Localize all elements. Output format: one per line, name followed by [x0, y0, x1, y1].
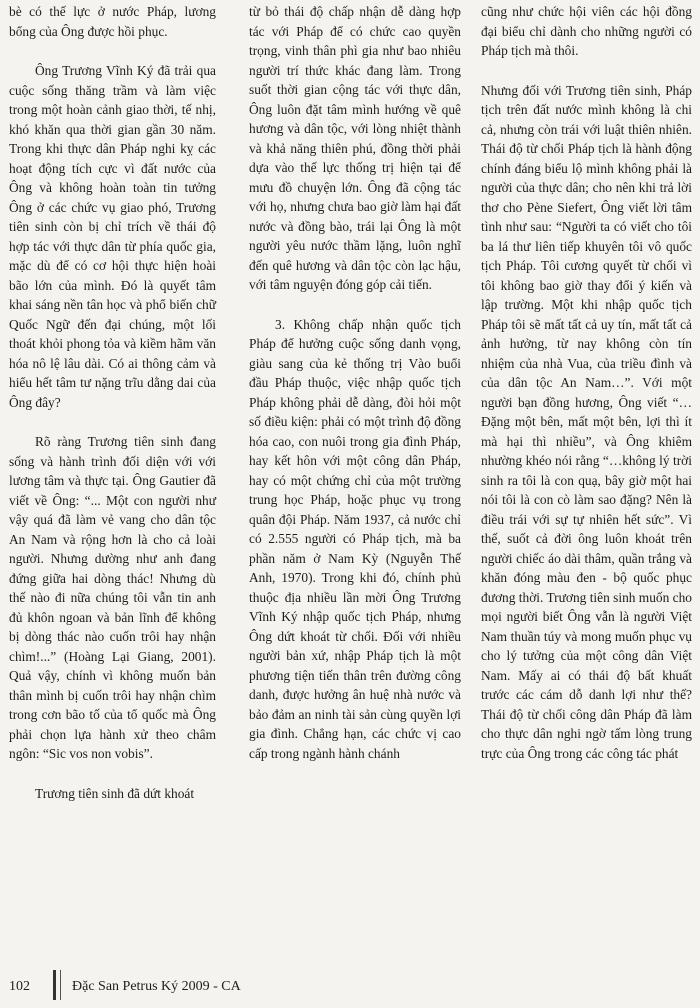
paragraph: Trương tiên sinh đã dứt khoát	[35, 785, 195, 801]
footer-divider	[53, 970, 56, 1000]
footer-divider-thin	[60, 970, 61, 1000]
page-number: 102	[9, 979, 30, 994]
text-column-2	[249, 2, 461, 763]
paragraph: bè có thế lực ở nước Pháp, lương bổng của Ông được hồi phục.	[9, 4, 216, 39]
paragraph: Rõ ràng Trương tiên sinh đang sống và hành trình đối diện với với lương tâm và thực tại. Ông Gautier đã viết về Ông: “... Một con người như vậy quá đã làm vẻ vang cho dân tộc An Nam và rộng hơn là cho cả loài người. Nhưng dường như anh đang đứng giữa hai dòng thác! Nhưng dù thế nào đi nữa chúng tôi vẫn tin anh đủ khôn ngoan và bản lĩnh để không bị dòng thác nào cuốn trôi hay nhận chìm!...” (Hoàng Lại Giang, 2001). Quả vậy, chính vì không muốn bản thân mình bị cuốn trôi hay nhận chìm trong cơn bão tố của tổ quốc mà Ông phải chọn lựa hành xử theo châm ngôn: “Sic vos non vobis”.	[9, 434, 216, 761]
paragraph: cũng như chức hội viên các hội đồng đại biểu chỉ dành cho những người có Pháp tịch mà thôi.	[481, 4, 692, 58]
text-column-1	[9, 2, 216, 803]
paragraph: từ bỏ thái độ chấp nhận dễ dàng hợp tác với Pháp để có chức cao quyền trọng, vinh thân phì gia như bao nhiêu người trí thức khác đang làm. Trong suốt thời gian cộng tác với thực dân, Ông luôn đặt tâm mình hướng về quê hương và dân tộc, với lòng nhiệt thành và khả năng thiên phú, đồng thời phải dựa vào thế lực thống trị hiện tại để mưu đồ chuyện lớn. Ông đã cộng tác với họ, nhưng chưa bao giờ làm hại đất nước và đồng bào, trái lại Ông là một người yêu nước thầm lặng, luôn nghĩ đến quê hương và dân tộc còn lạc hậu, với tâm nguyện đóng góp cải tiến.	[249, 4, 461, 292]
paragraph: 3. Không chấp nhận quốc tịch Pháp để hưởng cuộc sống danh vọng, giàu sang của kẻ thống trị Vào buổi đầu Pháp thuộc, việc nhập quốc tịch Pháp không phải dễ dàng, đòi hỏi một số điều kiện: phải có một trình độ đồng hóa cao, con nuôi trong gia đình Pháp, hay kết hôn với một công dân Pháp, hay có một chứng chỉ của một trường trung học Pháp, hoặc phục vụ trong quân đội Pháp. Năm 1937, cả nước chỉ có 2.555 người có Pháp tịch, mà ba phần năm ở Nam Kỳ (Nguyễn Thế Anh, 1970). Trong khi đó, chính phủ thuộc địa nhiều lần mời Ông Trương Vĩnh Ký nhập quốc tịch Pháp, nhưng Ông dứt khoát từ chối. Đối với nhiều người bản xứ, nhập Pháp tịch là một phương tiện tiến thân trên đường công danh, được hưởng ân huệ nhà nước và bảo đảm an ninh tài sản cùng quyền lợi gia đình. Chẳng hạn, các chức vị cao cấp trong ngành hành chánh	[249, 316, 461, 761]
paragraph: Ông Trương Vĩnh Ký đã trải qua cuộc sống thăng trầm và làm việc trong một hoàn cảnh giao thời, tế nhị, khó khăn qua thời gian gần 30 năm. Trong khi thực dân Pháp nghi kỵ các hoạt động tích cực vì đất nước của Ông và không hoàn toàn tin tưởng Ông ở các chức vụ giao phó, Trương tiên sinh còn bị chỉ trích về thái độ hợp tác với thực dân từ phía quốc gia, mặc dù để có cơ hội thực hiện hoài bão lớn của mình. Đó là quyết tâm khai sáng nền tân học và phổ biến chữ Quốc Ngữ đến đại chúng, một lối thoát khỏi phong tỏa và kiềm hãm văn hóa nô lệ lâu dài. Có ai thông cảm và hiểu hết tâm tư nặng trĩu dằng dai của Ông đây?	[9, 63, 216, 410]
publication-title: Đặc San Petrus Ký 2009 - CA	[72, 979, 241, 994]
text-column-3	[481, 2, 692, 763]
paragraph: Nhưng đối với Trương tiên sinh, Pháp tịch trên đất nước mình không là chi cả, nhưng còn trái với luật thiên nhiên. Thái độ từ chối Pháp tịch là hành động chính đáng biểu lộ mình không phải là người của thực dân; cho nên khi trả lời thơ cho Pène Siefert, Ông viết lời tâm tình như sau: “Người ta có viết cho tôi ba lá thư liên tiếp khuyên tôi vô quốc tịch Pháp. Tôi cương quyết từ chối vì tôi không bao giờ thay đổi ý kiến và lập trường. Một khi nhập quốc tịch Pháp tôi sẽ mất tất cả uy tín, mất tất cả ảnh hưởng, từ nay không còn tín nhiệm của nhà Vua, của triều đình và của dân tộc An Nam…”. Với một người bạn đồng hương, Ông viết “…Đặng một bên, mất một bên, lợi thì ít mà hại thì nhiều”, và Ông khiêm nhường khéo nói rằng “…không lý trời sinh ra tôi là con quạ, bây giờ một hai nói tôi là con cò làm sao đặng? Nên là điều trái với sự tự nhiên hết sức”. Vì thế, suốt cả đời ông luôn khoát trên người chiếc áo dài thâm, quần trắng và khăn đóng màu đen - bộ quốc phục đương thời. Trương tiên sinh muốn cho mọi người biết Ông vẫn là người Việt Nam thuần túy và mong muốn phục vụ cho lý tưởng của một công dân Việt Nam. Mấy ai có thái độ bất khuất trước các cám dỗ danh lợi như thế? Thái độ từ chối công dân Pháp đã làm cho thực dân nghi ngờ tấm lòng trung trực của Ông trong các công tác phát	[481, 82, 692, 761]
page-footer	[0, 970, 700, 1006]
